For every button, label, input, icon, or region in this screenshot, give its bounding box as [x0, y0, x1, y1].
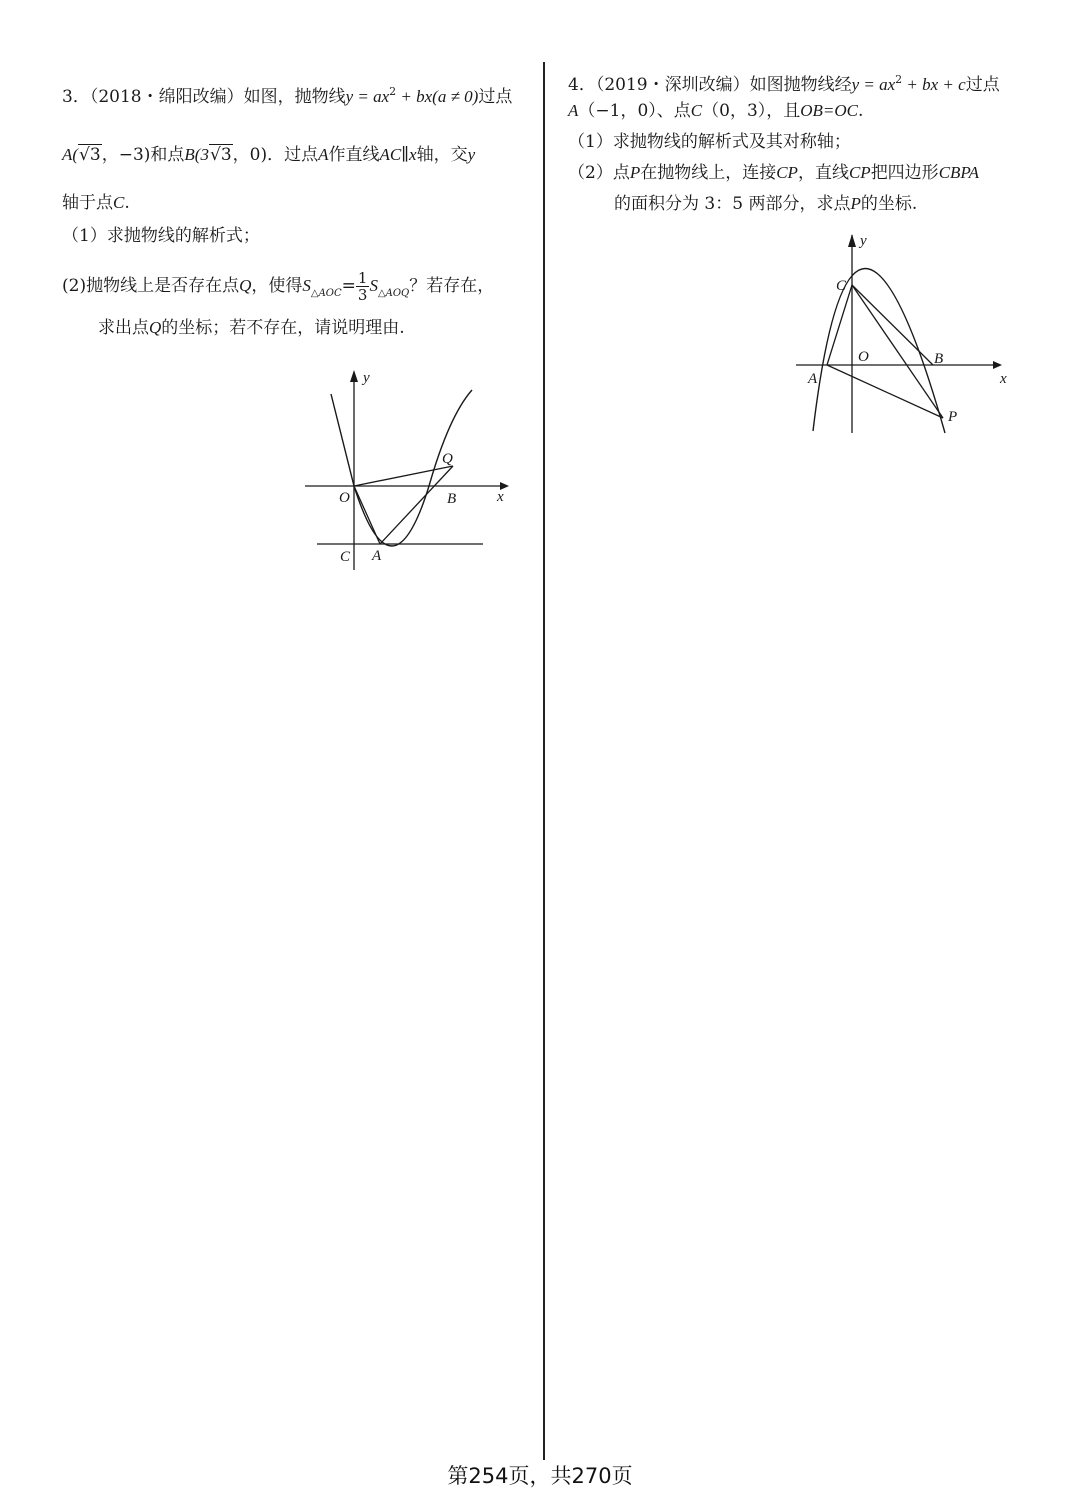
p3-label-c: C: [340, 549, 351, 565]
p4-label-o: O: [858, 349, 869, 365]
p4-label-c: C: [836, 278, 847, 294]
p4-label-a: A: [808, 371, 818, 387]
p3-line3: 轴于点C.: [62, 193, 130, 213]
p3-segment-aq: [380, 466, 453, 544]
p4-question-2: （2）点P在抛物线上，连接CP，直线CP把四边形CBPA: [568, 163, 979, 183]
p3-label-x: x: [497, 489, 504, 505]
p4-question-1: （1）求抛物线的解析式及其对称轴；: [568, 132, 851, 152]
p4-figure: [790, 225, 1020, 440]
p4-label-b: B: [934, 351, 944, 367]
p4-label-x: x: [1000, 371, 1007, 387]
p3-line1: 3．（2018・绵阳改编）如图，抛物线$y = ax^2 + bx(a \ne 0)$过点: [62, 85, 513, 107]
p3-label-q: Q: [442, 451, 453, 467]
p4-label-p: P: [948, 409, 958, 425]
p3-label-a: A: [372, 548, 382, 564]
p4-line2: A（−1，0）、点C（0，3），且OB=OC.: [568, 101, 864, 121]
p3-label-y: y: [363, 370, 370, 386]
p3-segment-oa: [354, 486, 380, 544]
p3-segment-oq: [354, 466, 453, 486]
p4-question-2-cont: 的面积分为 3：5 两部分，求点P的坐标.: [614, 194, 918, 214]
p4-parabola: [813, 268, 945, 433]
p3-figure: [295, 360, 525, 580]
column-divider: [543, 62, 545, 1460]
p4-x-arrow: [993, 361, 1002, 369]
p3-label-o: O: [339, 490, 350, 506]
p4-line1: 4．（2019・深圳改编）如图抛物线经$y = ax^2$ + bx + c过点: [568, 73, 1000, 95]
p3-y-arrow: [350, 370, 358, 382]
p3-line2: A(√3，−3)和点B(3√3，0)．过点A作直线AC∥x轴，交y: [62, 145, 476, 165]
p3-label-b: B: [447, 491, 457, 507]
p3-question-1: （1）求抛物线的解析式；: [62, 226, 260, 246]
p3-question-2-cont: 求出点Q的坐标；若不存在，请说明理由.: [98, 318, 405, 338]
p4-y-arrow: [848, 234, 856, 247]
page-footer: 第254页，共270页: [447, 1464, 633, 1488]
p3-question-2: (2)抛物线上是否存在点Q，使得$S_{\triangle AOC}=$ $\frac{1}{3}$ $S_{\triangle AOQ}$？若存在，: [62, 269, 495, 304]
p4-label-y: y: [860, 233, 867, 249]
